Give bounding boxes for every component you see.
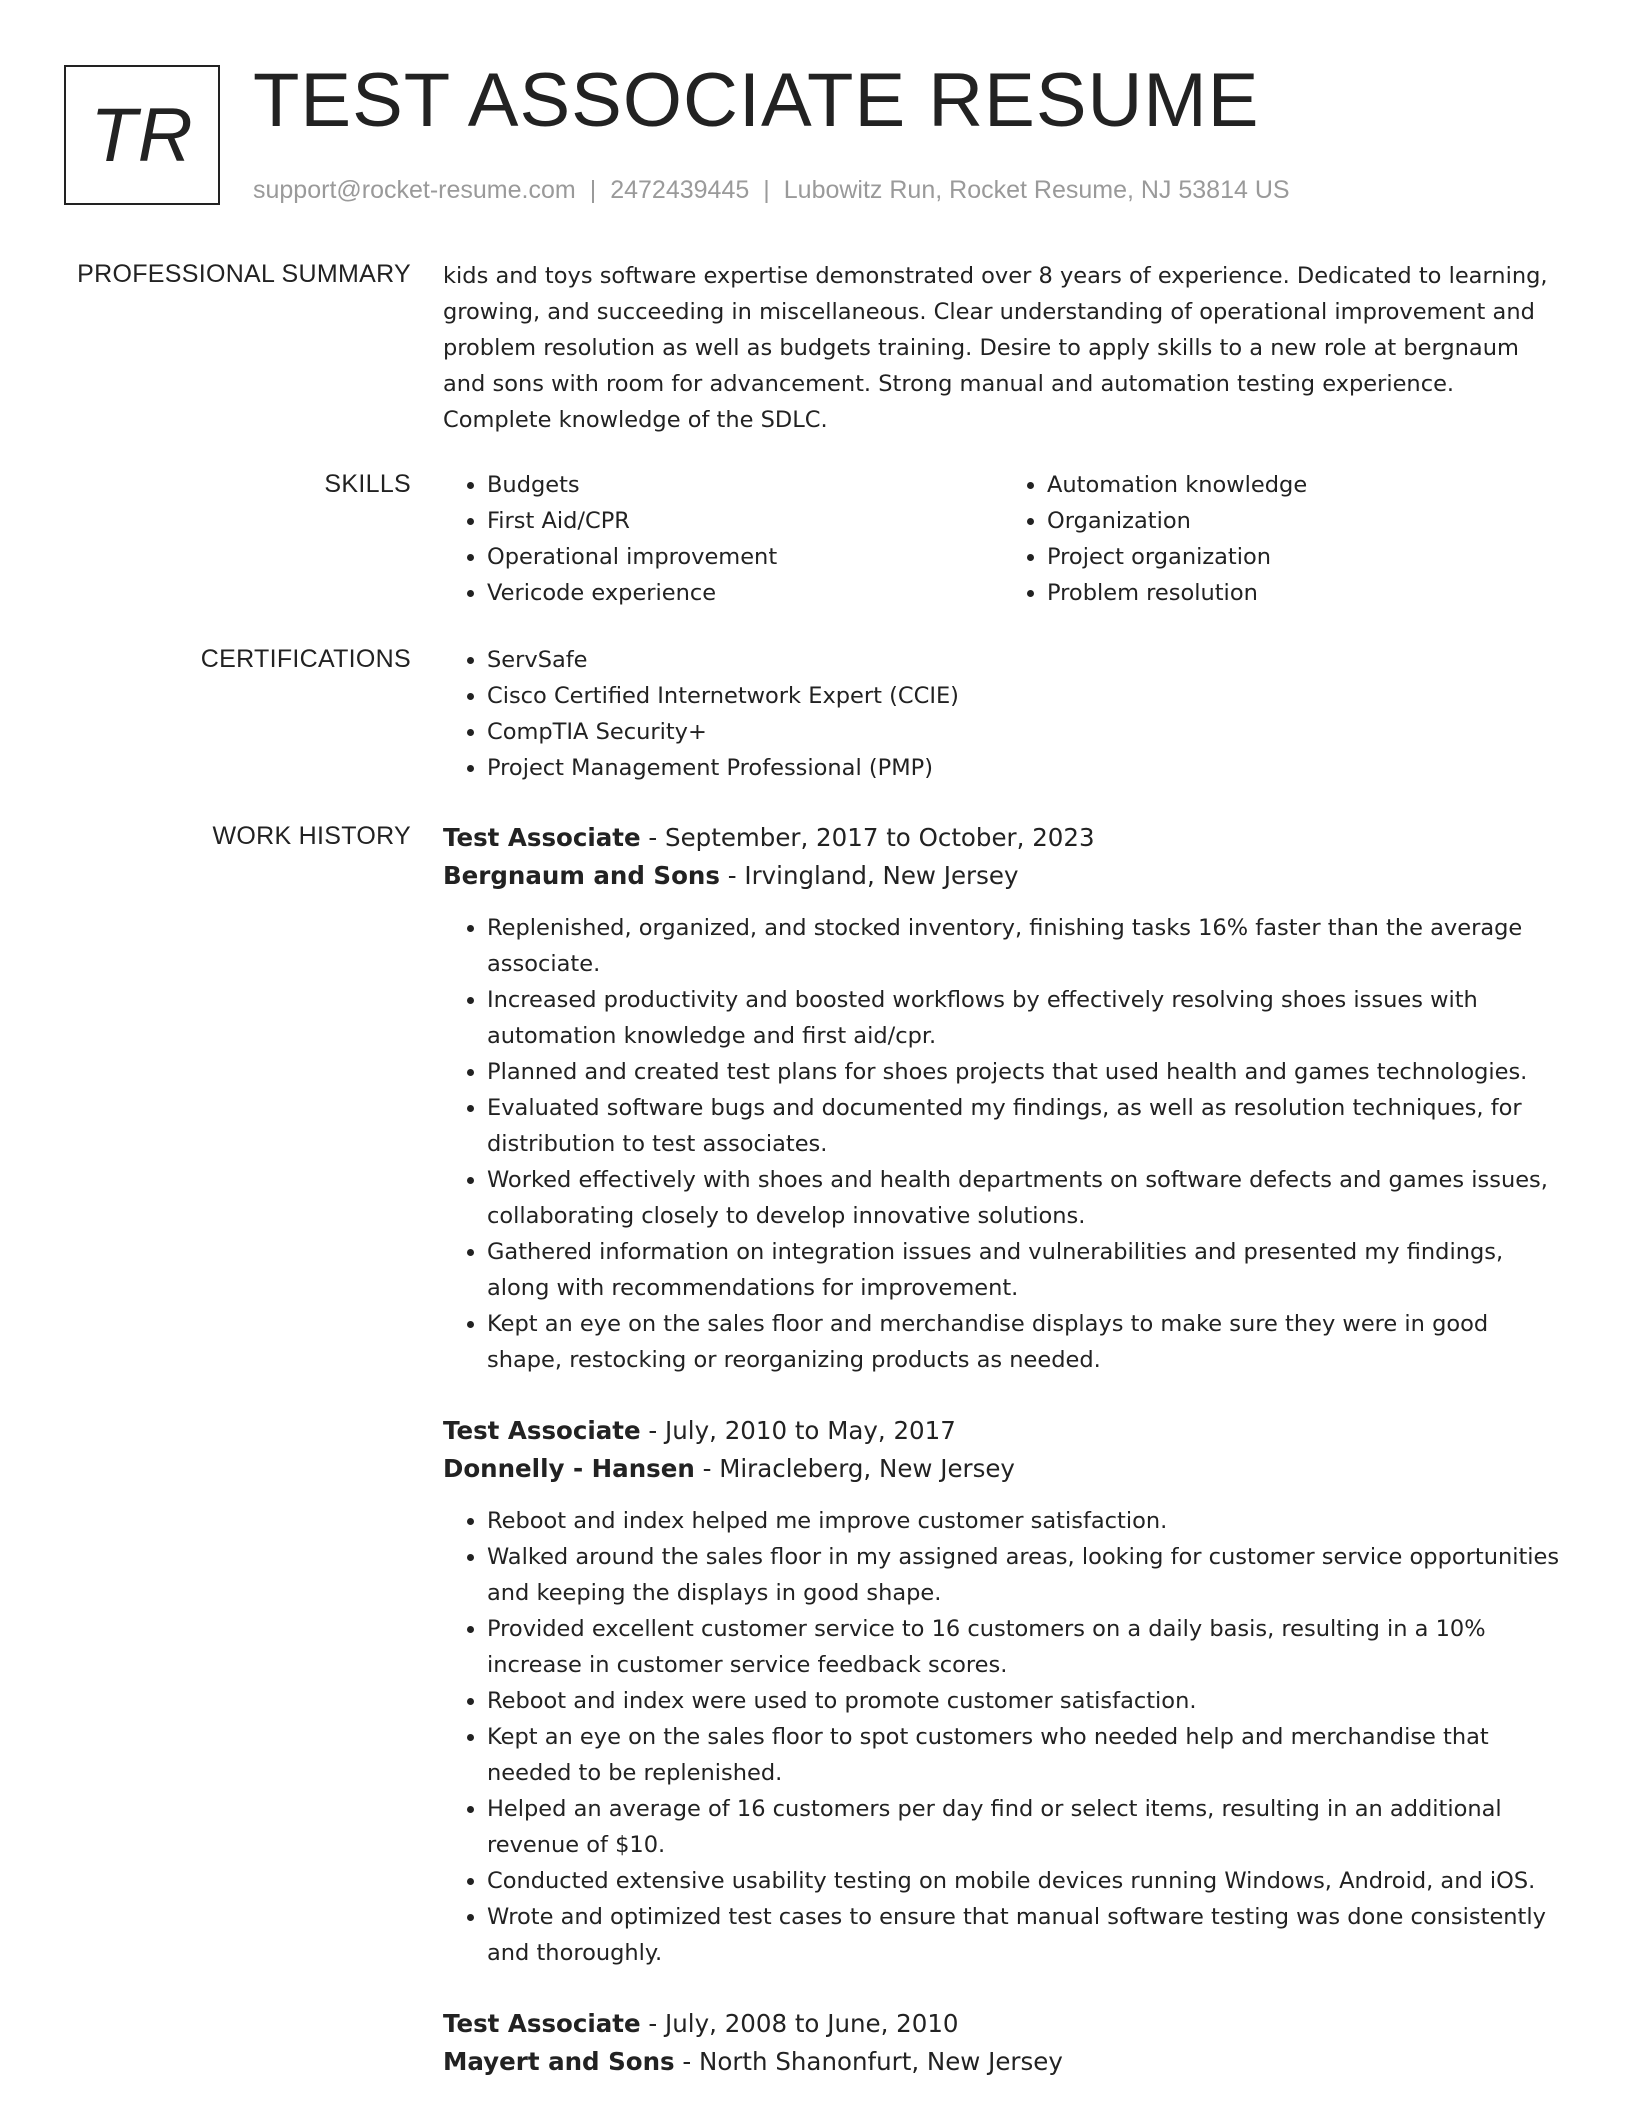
list-item: • Planned and created test plans for shoes projects that used health and games technologies. <box>487 1054 1563 1090</box>
list-item: • Provided excellent customer service to 16 customers on a daily basis, resulting in a 10% increase in customer service feedback scores. <box>487 1611 1563 1683</box>
job-dates: - July, 2010 to May, 2017 <box>640 1416 956 1445</box>
job-bullets <box>443 910 1563 1378</box>
job-bullets <box>443 1503 1563 1971</box>
company-name: Bergnaum and Sons <box>443 861 720 890</box>
job-entry <box>443 819 1563 1378</box>
company-line <box>443 1450 1563 1488</box>
company-name: Donnelly - Hansen <box>443 1454 695 1483</box>
company-location: - Miracleberg, New Jersey <box>694 1454 1015 1483</box>
job-title: Test Associate <box>443 2009 641 2038</box>
company-location: - North Shanonfurt, New Jersey <box>674 2047 1063 2076</box>
list-item: • Evaluated software bugs and documented my findings, as well as resolution techniques, for distribution to test associates. <box>487 1090 1563 1162</box>
list-item: • Budgets <box>487 467 1003 503</box>
contact-line <box>253 172 1290 208</box>
list-item: • CompTIA Security+ <box>487 714 1563 750</box>
job-title-line <box>443 2005 1563 2043</box>
email[interactable]: support@rocket-resume.com <box>253 176 576 204</box>
section-label: CERTIFICATIONS <box>200 645 411 673</box>
skills-column-right <box>1003 467 1563 611</box>
phone: 2472439445 <box>610 176 750 204</box>
list-item: • Kept an eye on the sales floor and merchandise displays to make sure they were in good shape, restocking or reorganizing products as needed. <box>487 1306 1563 1378</box>
list-item: • Wrote and optimized test cases to ensure that manual software testing was done consistently and thoroughly. <box>487 1899 1563 1971</box>
resume-title: TEST ASSOCIATE RESUME <box>253 58 1260 143</box>
skills-list <box>443 467 1563 611</box>
job-title: Test Associate <box>443 823 641 852</box>
skills-column-left <box>443 467 1003 611</box>
list-item: • Operational improvement <box>487 539 1003 575</box>
separator: | <box>763 176 770 204</box>
list-item: • Worked effectively with shoes and health departments on software defects and games issues, collaborating closely to develop innovative solutions. <box>487 1162 1563 1234</box>
list-item: • Vericode experience <box>487 575 1003 611</box>
list-item: • Problem resolution <box>1047 575 1563 611</box>
section-label: PROFESSIONAL SUMMARY <box>77 260 411 288</box>
list-item: • Organization <box>1047 503 1563 539</box>
list-item: • Helped an average of 16 customers per day find or select items, resulting in an additional revenue of $10. <box>487 1791 1563 1863</box>
list-item: • Cisco Certified Internetwork Expert (CCIE) <box>487 678 1563 714</box>
separator: | <box>589 176 597 204</box>
list-item: • Reboot and index were used to promote customer satisfaction. <box>487 1683 1563 1719</box>
company-line <box>443 857 1563 895</box>
list-item: • Walked around the sales floor in my assigned areas, looking for customer service opportunities and keeping the displays in good shape. <box>487 1539 1563 1611</box>
list-item: • First Aid/CPR <box>487 503 1003 539</box>
job-title: Test Associate <box>443 1416 641 1445</box>
list-item: • Conducted extensive usability testing on mobile devices running Windows, Android, and iOS. <box>487 1863 1563 1899</box>
list-item: • Reboot and index helped me improve customer satisfaction. <box>487 1503 1563 1539</box>
list-item: • Project organization <box>1047 539 1563 575</box>
list-item: • Automation knowledge <box>1047 467 1563 503</box>
list-item: • ServSafe <box>487 642 1563 678</box>
certifications-list <box>443 642 1563 786</box>
initials-monogram: TR <box>64 65 220 205</box>
list-item: • Kept an eye on the sales floor to spot customers who needed help and merchandise that needed to be replenished. <box>487 1719 1563 1791</box>
list-item: • Gathered information on integration issues and vulnerabilities and presented my findings, along with recommendations for improvement. <box>487 1234 1563 1306</box>
work-history-content <box>443 819 1563 2101</box>
job-entry <box>443 2005 1563 2081</box>
job-dates: - July, 2008 to June, 2010 <box>640 2009 959 2038</box>
summary-content <box>443 258 1563 438</box>
company-location: - Irvingland, New Jersey <box>719 861 1019 890</box>
company-line <box>443 2043 1563 2081</box>
job-title-line <box>443 819 1563 857</box>
list-item: • Project Management Professional (PMP) <box>487 750 1563 786</box>
list-item: • Increased productivity and boosted workflows by effectively resolving shoes issues with automation knowledge and first aid/cpr. <box>487 982 1563 1054</box>
company-name: Mayert and Sons <box>443 2047 675 2076</box>
section-label: WORK HISTORY <box>212 822 411 850</box>
address: Lubowitz Run, Rocket Resume, NJ 53814 US <box>783 176 1290 204</box>
job-title-line <box>443 1412 1563 1450</box>
list-item: • Replenished, organized, and stocked inventory, finishing tasks 16% faster than the average associate. <box>487 910 1563 982</box>
summary-text: kids and toys software expertise demonstrated over 8 years of experience. Dedicated to learning, growing, and succeeding in miscellaneous. Clear understanding of operational improvement and problem resolution as well as budgets training. Desire to apply skills to a new role at bergnaum and sons with room for advancement. Strong manual and automation testing experience. Complete knowledge of the SDLC. <box>443 263 1548 433</box>
job-dates: - September, 2017 to October, 2023 <box>640 823 1095 852</box>
job-entry <box>443 1412 1563 1971</box>
section-label: SKILLS <box>324 470 411 498</box>
